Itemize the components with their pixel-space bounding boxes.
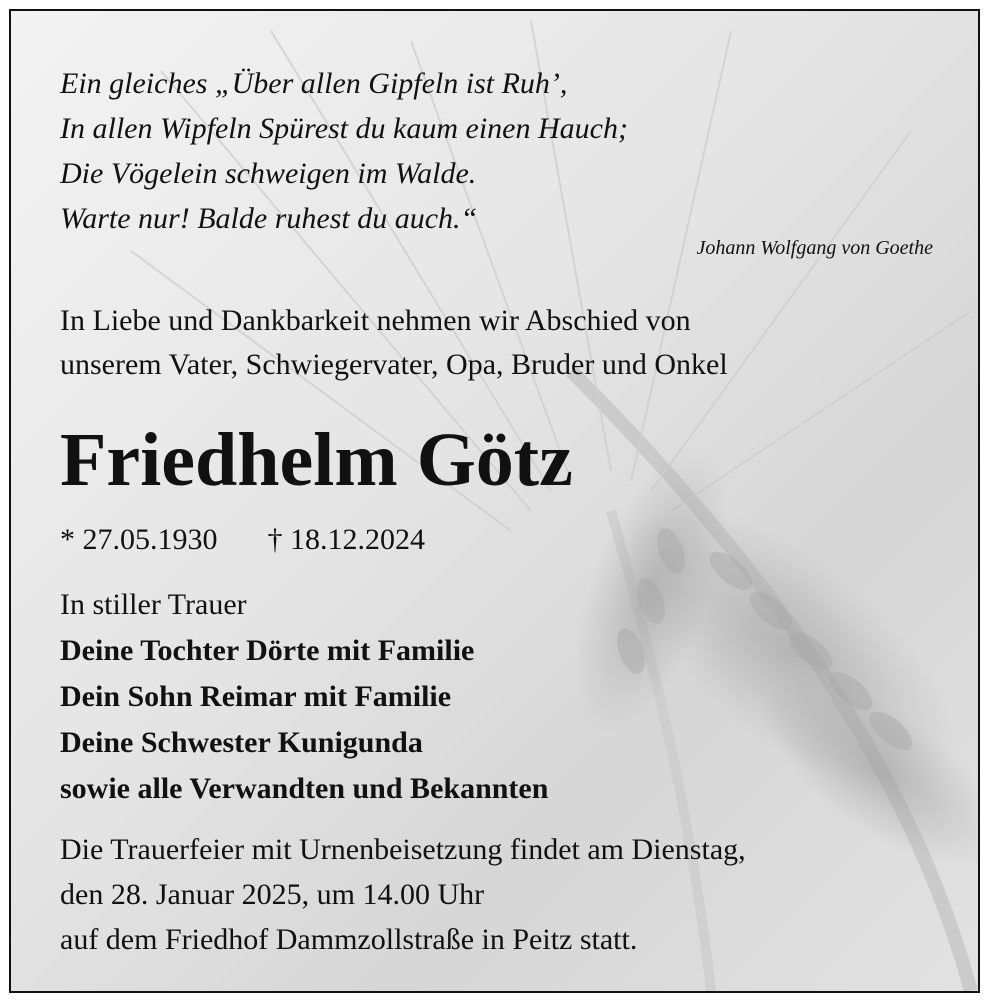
mourner-line: Deine Tochter Dörte mit Familie <box>60 634 475 667</box>
mourner-line: Dein Sohn Reimar mit Familie <box>60 680 452 713</box>
mourner-line: sowie alle Verwandten und Bekannten <box>60 772 549 805</box>
intro-line: unserem Vater, Schwiegervater, Opa, Bruder und Onkel <box>60 348 728 381</box>
funeral-line: auf dem Friedhof Dammzollstraße in Peitz statt. <box>60 923 638 956</box>
poem <box>60 61 628 241</box>
intro-text <box>60 299 728 387</box>
poem-line: In allen Wipfeln Spürest du kaum einen Hauch; <box>60 112 628 145</box>
death-date: † 18.12.2024 <box>267 523 425 556</box>
poem-line: Die Vögelein schweigen im Walde. <box>60 157 477 190</box>
deceased-name: Friedhelm Götz <box>60 418 573 502</box>
poem-line: Ein gleiches „Über allen Gipfeln ist Ruh’, <box>60 67 568 100</box>
obituary-card <box>9 9 980 993</box>
poem-line: Warte nur! Balde ruhest du auch.“ <box>60 202 478 235</box>
life-dates <box>60 520 425 560</box>
mourner-line: Deine Schwester Kunigunda <box>60 726 423 759</box>
intro-line: In Liebe und Dankbarkeit nehmen wir Abschied von <box>60 304 691 337</box>
mourners <box>60 582 548 812</box>
birth-date: * 27.05.1930 <box>60 523 218 556</box>
funeral-notice <box>60 827 746 962</box>
poem-author: Johann Wolfgang von Goethe <box>696 237 933 259</box>
funeral-line: Die Trauerfeier mit Urnenbeisetzung findet am Dienstag, <box>60 833 746 866</box>
mourners-heading: In stiller Trauer <box>60 588 247 621</box>
funeral-line: den 28. Januar 2025, um 14.00 Uhr <box>60 878 485 911</box>
